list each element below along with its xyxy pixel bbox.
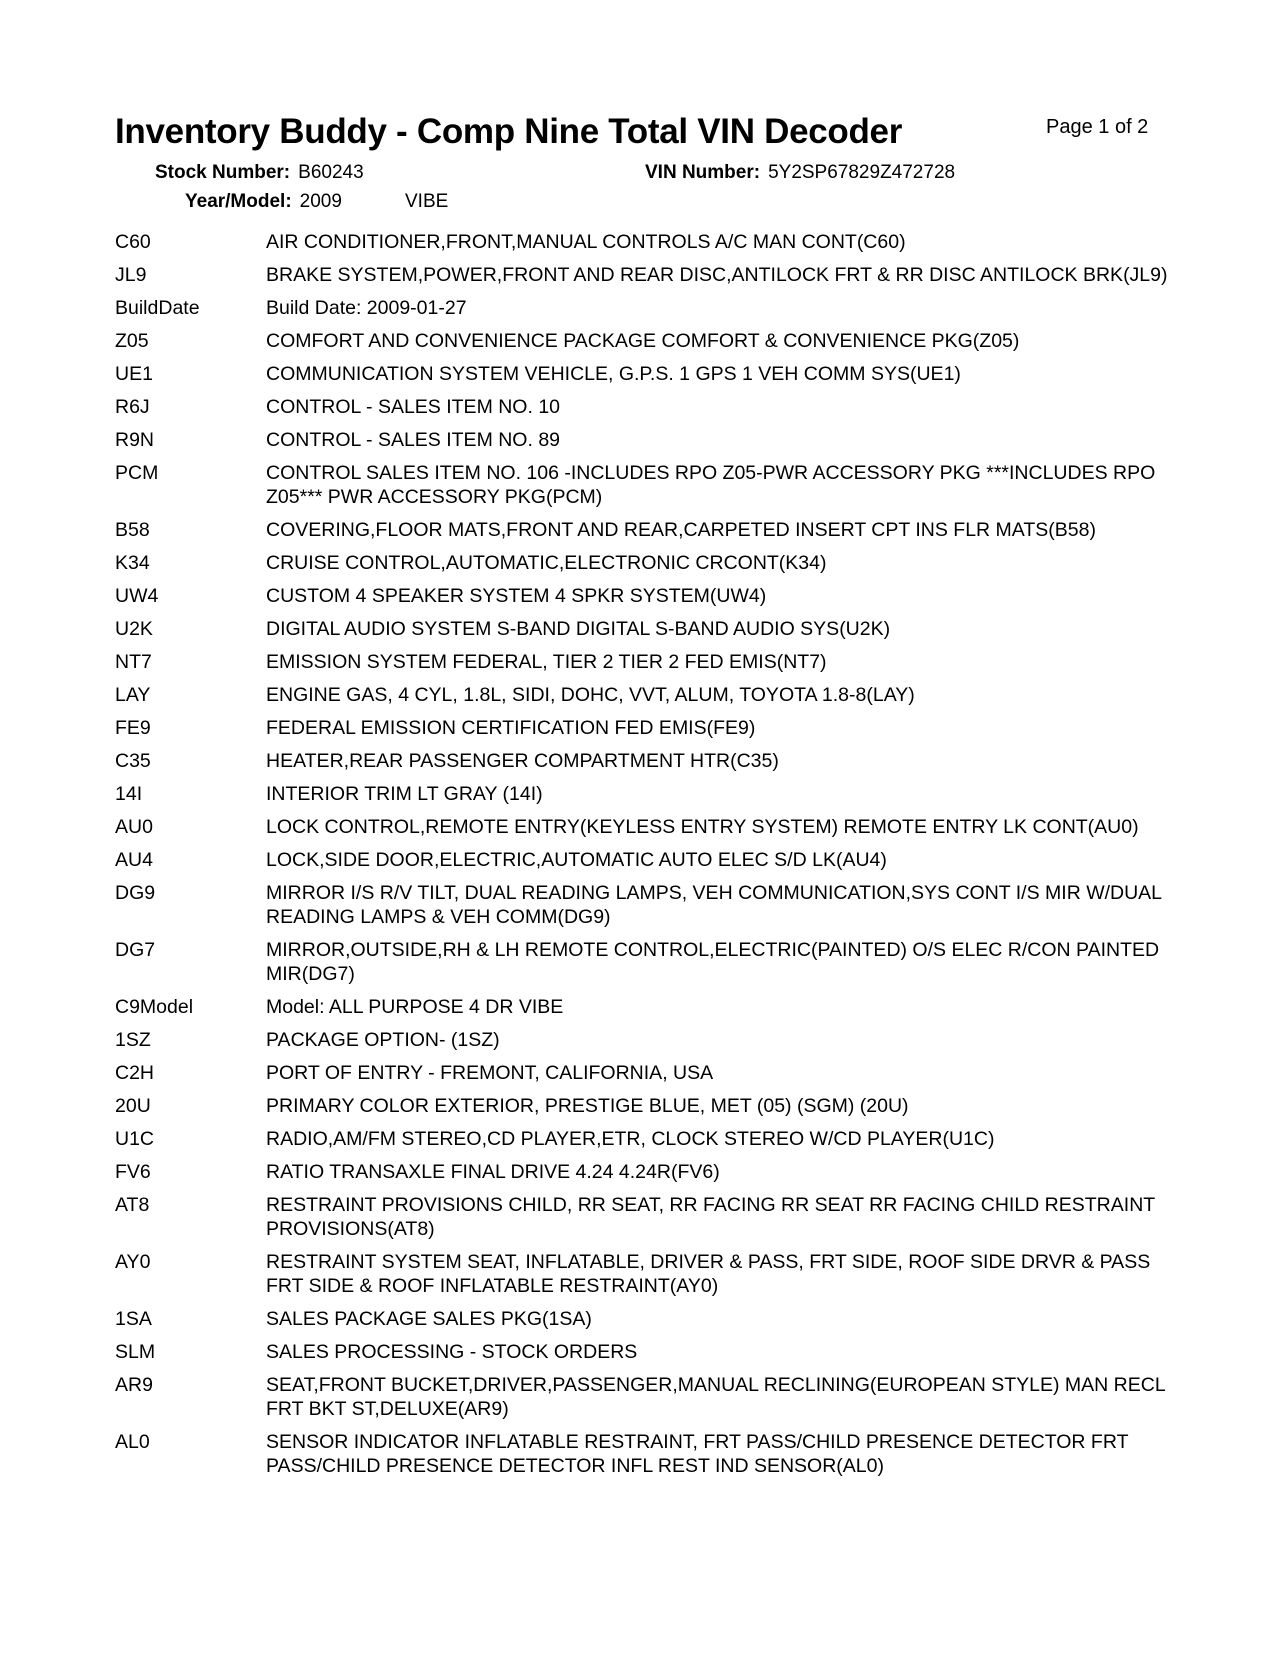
- page-title: Inventory Buddy - Comp Nine Total VIN Decoder: [115, 112, 903, 151]
- year-model: [185, 191, 342, 213]
- option-row: [115, 1028, 1175, 1052]
- option-description: FEDERAL EMISSION CERTIFICATION FED EMIS(FE9): [266, 717, 756, 739]
- vin-number: [645, 162, 955, 184]
- option-code: R6J: [115, 396, 150, 418]
- option-row: [115, 1061, 1175, 1085]
- year-value: 2009: [299, 191, 342, 212]
- vin-number-label: VIN Number:: [645, 162, 761, 183]
- option-description: RESTRAINT SYSTEM SEAT, INFLATABLE, DRIVER & PASS, FRT SIDE, ROOF SIDE DRVR & PASS FRT SIDE & ROOF INFLATABLE RESTRAINT(AY0): [266, 1251, 1151, 1297]
- option-code: UE1: [115, 363, 153, 385]
- option-description: HEATER,REAR PASSENGER COMPARTMENT HTR(C35): [266, 750, 779, 772]
- option-row: [115, 1373, 1175, 1421]
- option-row: [115, 617, 1175, 641]
- option-code: AR9: [115, 1374, 153, 1396]
- option-description: RADIO,AM/FM STEREO,CD PLAYER,ETR, CLOCK STEREO W/CD PLAYER(U1C): [266, 1128, 995, 1150]
- option-code: AT8: [115, 1194, 150, 1216]
- option-row: [115, 650, 1175, 674]
- option-description: CONTROL - SALES ITEM NO. 89: [266, 429, 561, 451]
- stock-number-label: Stock Number:: [155, 162, 291, 183]
- option-row: [115, 1127, 1175, 1151]
- model-value: VIBE: [405, 191, 449, 212]
- option-description: AIR CONDITIONER,FRONT,MANUAL CONTROLS A/C MAN CONT(C60): [266, 231, 906, 253]
- option-code: C60: [115, 231, 151, 253]
- option-description: EMISSION SYSTEM FEDERAL, TIER 2 TIER 2 FED EMIS(NT7): [266, 651, 827, 673]
- option-code: C2H: [115, 1062, 155, 1084]
- option-row: [115, 995, 1175, 1019]
- option-description: CONTROL SALES ITEM NO. 106 -INCLUDES RPO Z05-PWR ACCESSORY PKG ***INCLUDES RPO Z05*** PWR ACCESSORY PKG(PCM): [266, 462, 1156, 508]
- option-row: [115, 329, 1175, 353]
- option-description: PACKAGE OPTION- (1SZ): [266, 1029, 500, 1051]
- option-row: [115, 395, 1175, 419]
- option-description: SEAT,FRONT BUCKET,DRIVER,PASSENGER,MANUAL RECLINING(EUROPEAN STYLE) MAN RECL FRT BKT ST,DELUXE(AR9): [266, 1374, 1165, 1420]
- option-row: [115, 428, 1175, 452]
- option-row: [115, 362, 1175, 386]
- option-description: RESTRAINT PROVISIONS CHILD, RR SEAT, RR FACING RR SEAT RR FACING CHILD RESTRAINT PROVISIONS(AT8): [266, 1194, 1155, 1240]
- option-code: U1C: [115, 1128, 155, 1150]
- option-code: BuildDate: [115, 297, 200, 319]
- option-row: [115, 716, 1175, 740]
- option-code: FE9: [115, 717, 151, 739]
- option-code: JL9: [115, 264, 147, 286]
- option-row: [115, 263, 1175, 287]
- option-row: [115, 296, 1175, 320]
- option-code: 20U: [115, 1095, 151, 1117]
- option-code: AU0: [115, 816, 153, 838]
- option-description: BRAKE SYSTEM,POWER,FRONT AND REAR DISC,ANTILOCK FRT & RR DISC ANTILOCK BRK(JL9): [266, 264, 1168, 286]
- option-description: LOCK CONTROL,REMOTE ENTRY(KEYLESS ENTRY SYSTEM) REMOTE ENTRY LK CONT(AU0): [266, 816, 1139, 838]
- option-code: AL0: [115, 1431, 150, 1453]
- vin-number-value: 5Y2SP67829Z472728: [768, 162, 956, 183]
- option-code: 14I: [115, 783, 143, 805]
- stock-number-value: B60243: [298, 162, 364, 183]
- option-description: SALES PROCESSING - STOCK ORDERS: [266, 1341, 638, 1363]
- option-code: AY0: [115, 1251, 151, 1273]
- option-description: SALES PACKAGE SALES PKG(1SA): [266, 1308, 592, 1330]
- option-row: [115, 1094, 1175, 1118]
- option-code: PCM: [115, 462, 159, 484]
- option-description: MIRROR,OUTSIDE,RH & LH REMOTE CONTROL,ELECTRIC(PAINTED) O/S ELEC R/CON PAINTED MIR(DG7): [266, 939, 1160, 985]
- option-description: DIGITAL AUDIO SYSTEM S-BAND DIGITAL S-BAND AUDIO SYS(U2K): [266, 618, 891, 640]
- option-row: [115, 815, 1175, 839]
- option-description: CUSTOM 4 SPEAKER SYSTEM 4 SPKR SYSTEM(UW4): [266, 585, 767, 607]
- option-row: [115, 1430, 1175, 1478]
- option-description: PORT OF ENTRY - FREMONT, CALIFORNIA, USA: [266, 1062, 714, 1084]
- option-code: DG7: [115, 939, 156, 961]
- option-description: COVERING,FLOOR MATS,FRONT AND REAR,CARPETED INSERT CPT INS FLR MATS(B58): [266, 519, 1096, 541]
- option-code: FV6: [115, 1161, 151, 1183]
- option-row: [115, 749, 1175, 773]
- option-description: PRIMARY COLOR EXTERIOR, PRESTIGE BLUE, MET (05) (SGM) (20U): [266, 1095, 909, 1117]
- option-code: AU4: [115, 849, 153, 871]
- option-row: [115, 1160, 1175, 1184]
- option-row: [115, 848, 1175, 872]
- option-code: 1SA: [115, 1308, 152, 1330]
- option-row: [115, 782, 1175, 806]
- option-description: INTERIOR TRIM LT GRAY (14I): [266, 783, 543, 805]
- option-row: [115, 518, 1175, 542]
- option-row: [115, 1193, 1175, 1241]
- option-row: [115, 584, 1175, 608]
- option-code: DG9: [115, 882, 156, 904]
- option-code: R9N: [115, 429, 155, 451]
- option-code: LAY: [115, 684, 151, 706]
- option-description: MIRROR I/S R/V TILT, DUAL READING LAMPS, VEH COMMUNICATION,SYS CONT I/S MIR W/DUAL READING LAMPS & VEH COMM(DG9): [266, 882, 1162, 928]
- option-description: COMFORT AND CONVENIENCE PACKAGE COMFORT & CONVENIENCE PKG(Z05): [266, 330, 1020, 352]
- option-row: [115, 551, 1175, 575]
- option-code: SLM: [115, 1341, 156, 1363]
- option-code: C35: [115, 750, 151, 772]
- option-description: CONTROL - SALES ITEM NO. 10: [266, 396, 561, 418]
- option-code: C9Model: [115, 996, 194, 1018]
- option-description: Model: ALL PURPOSE 4 DR VIBE: [266, 996, 564, 1018]
- option-code: UW4: [115, 585, 159, 607]
- option-description: LOCK,SIDE DOOR,ELECTRIC,AUTOMATIC AUTO ELEC S/D LK(AU4): [266, 849, 887, 871]
- option-description: CRUISE CONTROL,AUTOMATIC,ELECTRONIC CRCONT(K34): [266, 552, 827, 574]
- option-code: 1SZ: [115, 1029, 151, 1051]
- option-code-list: [115, 230, 1175, 1487]
- stock-number: [155, 162, 364, 184]
- option-row: [115, 881, 1175, 929]
- option-description: RATIO TRANSAXLE FINAL DRIVE 4.24 4.24R(FV6): [266, 1161, 720, 1183]
- option-description: SENSOR INDICATOR INFLATABLE RESTRAINT, FRT PASS/CHILD PRESENCE DETECTOR FRT PASS/CHILD PRESENCE DETECTOR INFL REST IND SENSOR(AL0): [266, 1431, 1129, 1477]
- option-description: COMMUNICATION SYSTEM VEHICLE, G.P.S. 1 GPS 1 VEH COMM SYS(UE1): [266, 363, 961, 385]
- option-code: K34: [115, 552, 150, 574]
- option-row: [115, 461, 1175, 509]
- option-row: [115, 938, 1175, 986]
- option-description: ENGINE GAS, 4 CYL, 1.8L, SIDI, DOHC, VVT, ALUM, TOYOTA 1.8-8(LAY): [266, 684, 915, 706]
- option-row: [115, 1307, 1175, 1331]
- option-row: [115, 1340, 1175, 1364]
- option-row: [115, 1250, 1175, 1298]
- year-model-label: Year/Model:: [185, 191, 292, 212]
- option-code: NT7: [115, 651, 152, 673]
- option-row: [115, 230, 1175, 254]
- option-code: U2K: [115, 618, 153, 640]
- option-row: [115, 683, 1175, 707]
- option-code: Z05: [115, 330, 149, 352]
- option-description: Build Date: 2009-01-27: [266, 297, 467, 319]
- option-code: B58: [115, 519, 150, 541]
- page-number: Page 1 of 2: [1046, 116, 1149, 138]
